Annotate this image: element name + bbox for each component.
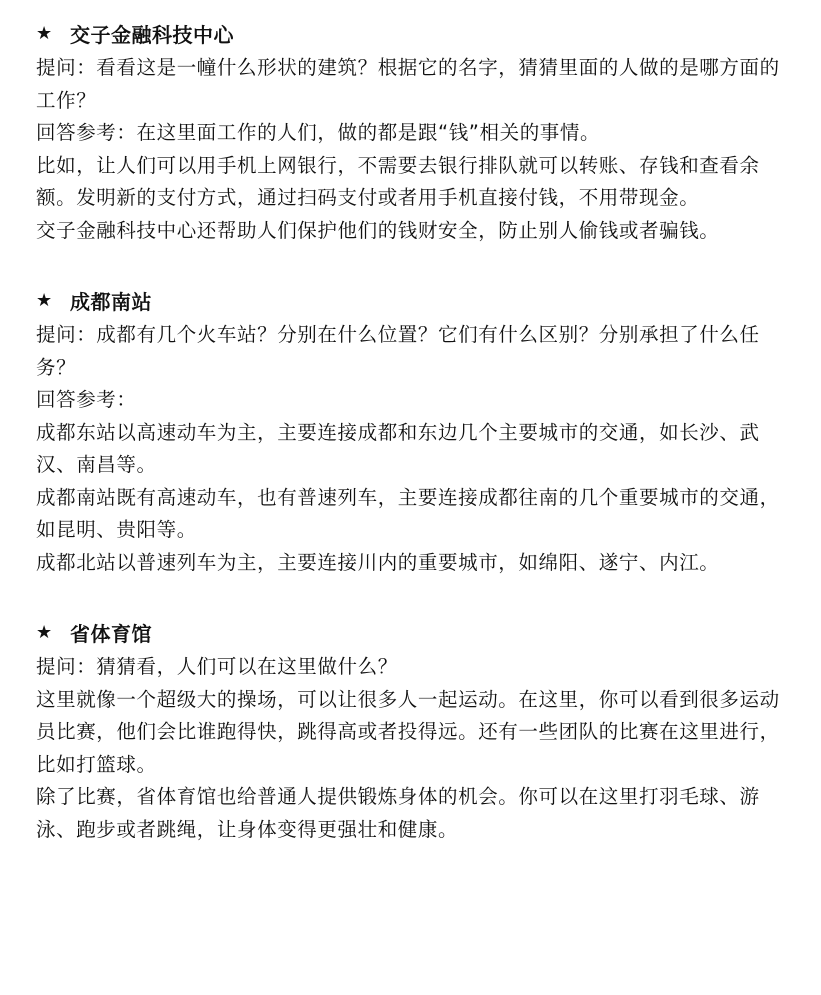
body-paragraph: 成都东站以高速动车为主，主要连接成都和东边几个主要城市的交通，如长沙、武汉、南昌等。 (36, 420, 760, 476)
star-icon: ★ (36, 289, 53, 311)
section-jiaozi-fintech-center (36, 14, 793, 247)
star-icon: ★ (36, 621, 53, 643)
body-paragraph: 成都南站既有高速动车，也有普速列车，主要连接成都往南的几个重要城市的交通，如昆明、贵阳等。 (36, 485, 780, 541)
question-paragraph: 提问：成都有几个火车站？分别在什么位置？它们有什么区别？分别承担了什么任务？ (36, 323, 760, 379)
body-paragraph: 成都北站以普速列车为主，主要连接川内的重要城市，如绵阳、遂宁、内江。 (36, 550, 720, 574)
answer-label: 回答参考： (36, 388, 137, 411)
body-paragraph: 这里就像一个超级大的操场，可以让很多人一起运动。在这里，你可以看到很多运动员比赛，他们会比谁跑得快，跳得高或者投得远。还有一些团队的比赛在这里进行，比如打篮球。 (36, 687, 780, 776)
section-title: 交子金融科技中心 (70, 22, 234, 47)
section-title: 成都南站 (70, 289, 152, 314)
body-paragraph: 交子金融科技中心还帮助人们保护他们的钱财安全，防止别人偷钱或者骗钱。 (36, 218, 720, 242)
star-icon: ★ (36, 22, 53, 44)
section-provincial-gymnasium (36, 613, 793, 846)
body-paragraph: 除了比赛，省体育馆也给普通人提供锻炼身体的机会。你可以在这里打羽毛球、游泳、跑步或者跳绳，让身体变得更强壮和健康。 (36, 785, 760, 841)
answer-paragraph: 回答参考：在这里面工作的人们，做的都是跟“钱”相关的事情。 (36, 121, 601, 144)
question-paragraph: 提问：看看这是一幢什么形状的建筑？根据它的名字，猜猜里面的人做的是哪方面的工作？ (36, 56, 780, 112)
question-paragraph: 提问：猜猜看，人们可以在这里做什么？ (36, 655, 398, 678)
section-heading (36, 613, 793, 651)
section-chengdu-south-station (36, 281, 793, 579)
section-heading (36, 14, 793, 52)
body-paragraph: 比如，让人们可以用手机上网银行，不需要去银行排队就可以转账、存钱和查看余额。发明新的支付方式，通过扫码支付或者用手机直接付钱，不用带现金。 (36, 153, 760, 209)
section-heading (36, 281, 793, 319)
section-title: 省体育馆 (70, 621, 152, 646)
